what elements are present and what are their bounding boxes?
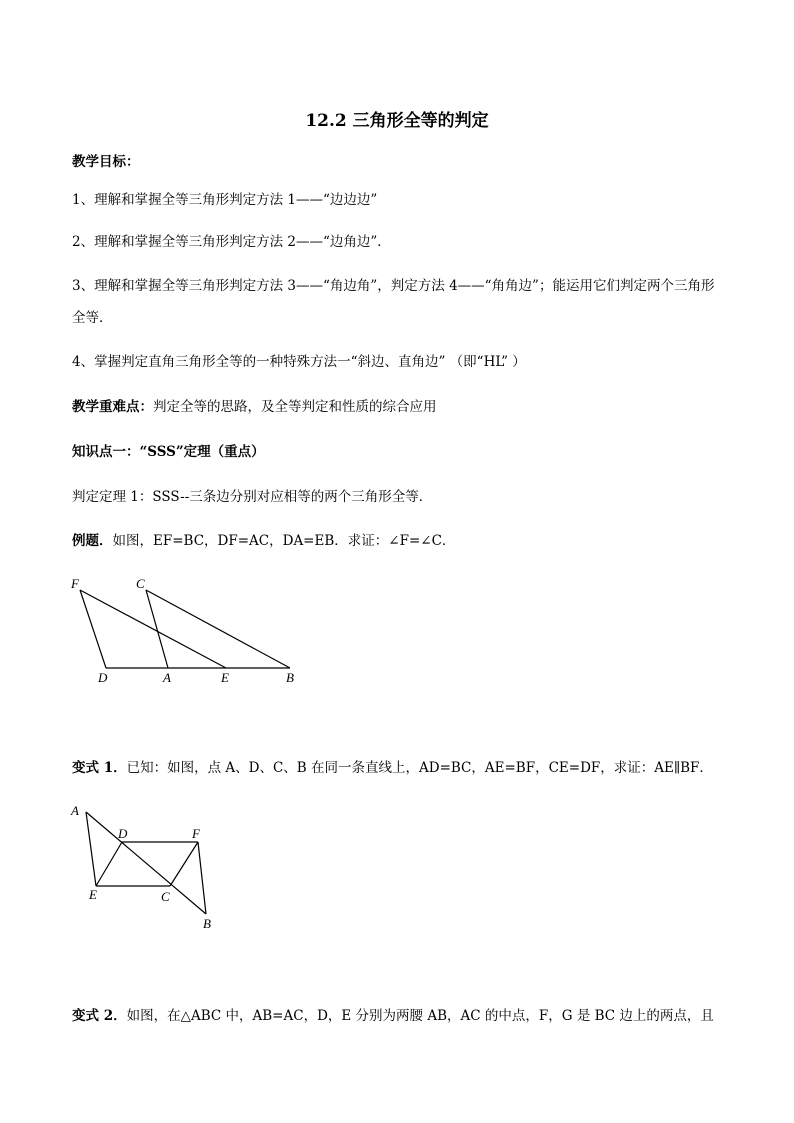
page-title: 12.2 三角形全等的判定 xyxy=(305,111,489,131)
objectives-heading: 教学目标： xyxy=(72,154,140,170)
point-label-B: B xyxy=(286,670,294,685)
variant1-label: 变式 1． xyxy=(72,760,127,776)
example-text: 如图，EF=BC，DF=AC，DA=EB．求证：∠F=∠C． xyxy=(112,533,456,549)
key-points xyxy=(72,397,437,417)
segment-CA xyxy=(146,590,168,668)
point-label-C: C xyxy=(136,576,145,591)
point-label-B: B xyxy=(203,916,211,931)
example-figure xyxy=(60,570,310,690)
point-label-C: C xyxy=(161,889,170,904)
point-label-E: E xyxy=(89,887,97,902)
segment-BF xyxy=(198,842,206,914)
variant1-text: 已知：如图，点 A、D、C、B 在同一条直线上，AD=BC，AE=BF，CE=DF，求证：AE∥BF． xyxy=(126,760,713,776)
segment-FC xyxy=(170,842,198,886)
segment-AB xyxy=(86,812,206,914)
knowledge1-theorem: 判定定理 1：SSS--三条边分别对应相等的两个三角形全等． xyxy=(72,489,433,505)
point-label-F: F xyxy=(192,826,200,841)
variant1-question xyxy=(72,758,713,778)
objective-item-4: 4、掌握判定直角三角形全等的一种特殊方法一“斜边、直角边” （即“HL” ） xyxy=(72,354,526,370)
key-points-text: 判定全等的思路，及全等判定和性质的综合应用 xyxy=(153,399,437,415)
key-points-label: 教学重难点： xyxy=(72,399,153,415)
objective-item-1: 1、理解和掌握全等三角形判定方法 1——“边边边” xyxy=(72,192,378,208)
example-question xyxy=(72,531,455,551)
variant2-question xyxy=(72,1006,714,1026)
example-label: 例题． xyxy=(72,533,113,549)
variant2-label: 变式 2． xyxy=(72,1008,127,1024)
point-label-A: A xyxy=(71,803,79,818)
point-label-D: D xyxy=(118,826,128,841)
point-label-F: F xyxy=(71,576,79,591)
variant2-text: 如图，在△ABC 中，AB=AC，D，E 分别为两腰 AB，AC 的中点，F，G 是 BC 边上的两点，且 xyxy=(126,1008,714,1024)
point-label-D: D xyxy=(98,670,108,685)
point-label-E: E xyxy=(221,670,229,685)
variant1-figure xyxy=(60,800,230,940)
objective-item-2: 2、理解和掌握全等三角形判定方法 2——“边角边”． xyxy=(72,234,391,250)
segment-DE xyxy=(96,842,122,886)
objective-item-3: 3、理解和掌握全等三角形判定方法 3——“角边角”，判定方法 4——“角角边”；能运用它们判定两个三角形全等． xyxy=(72,278,715,326)
segment-AE xyxy=(86,812,96,886)
knowledge1-heading: 知识点一：“SSS”定理（重点） xyxy=(72,444,265,460)
point-label-A: A xyxy=(163,670,171,685)
segment-CB xyxy=(146,590,290,668)
